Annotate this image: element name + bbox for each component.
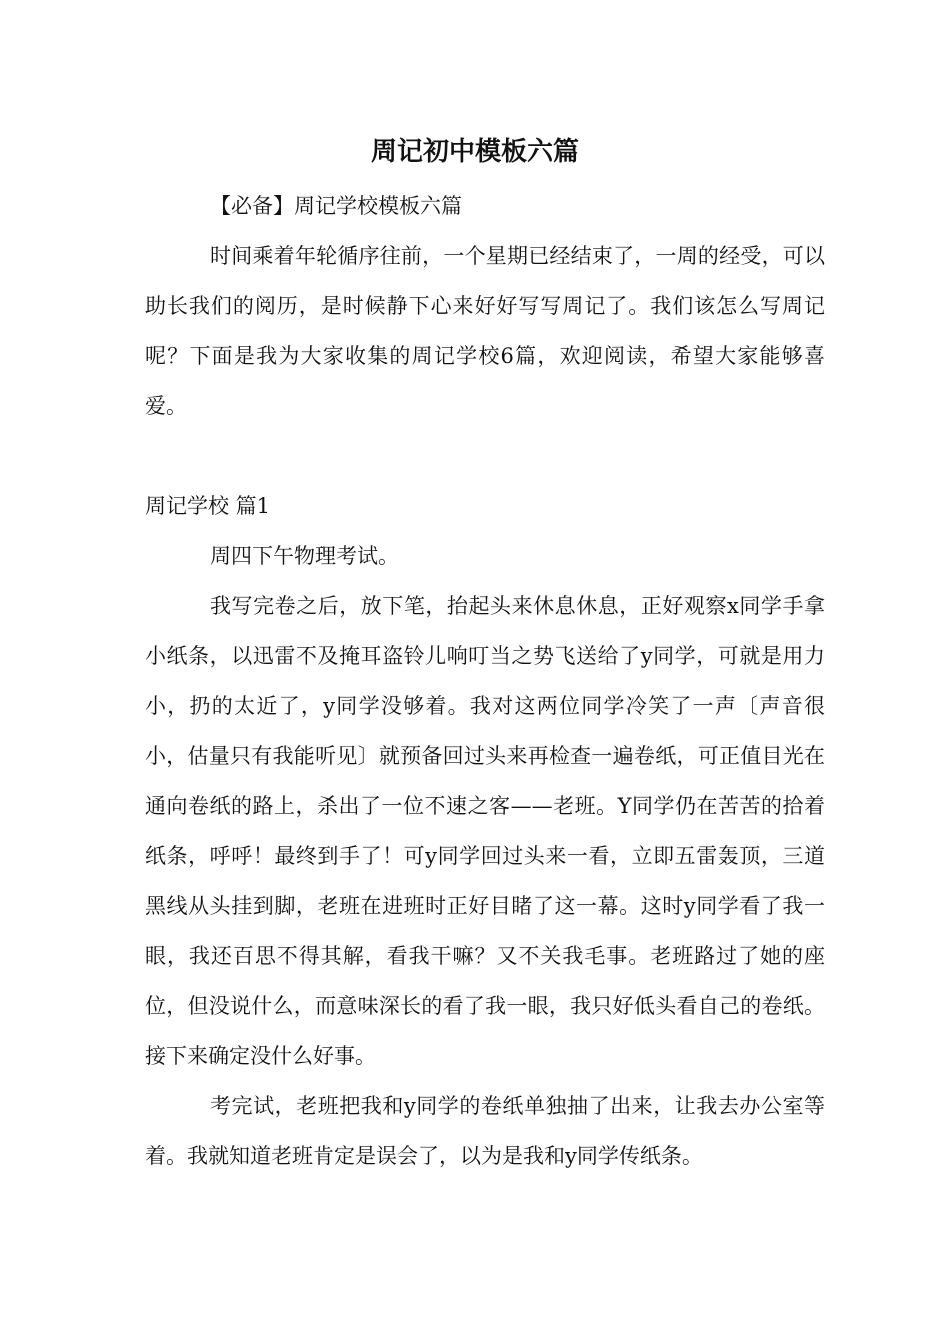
document-title: 周记初中模板六篇 (370, 137, 579, 167)
intro-paragraph: 时间乘着年轮循序往前，一个星期已经结束了，一周的经受，可以助长我们的阅历，是时候静下心来好好写写周记了。我们该怎么写周记呢？下面是我为大家收集的周记学校6篇，欢迎阅读，希望大家能够喜爱。 (145, 244, 825, 418)
document-subtitle: 【必备】周记学校模板六篇 (210, 194, 462, 218)
document-body (145, 181, 825, 1181)
body-paragraph: 周四下午物理考试。 (210, 544, 399, 568)
body-paragraph: 考完试，老班把我和y同学的卷纸单独抽了出来，让我去办公室等着。我就知道老班肯定是误会了，以为是我和y同学传纸条。 (145, 1094, 825, 1168)
body-paragraph: 我写完卷之后，放下笔，抬起头来休息休息，正好观察x同学手拿小纸条，以迅雷不及掩耳盗铃儿响叮当之势飞送给了y同学，可就是用力小，扔的太近了，y同学没够着。我对这两位同学冷笑了一声〔声音很小，估量只有我能听见〕就预备回过头来再检查一遍卷纸，可正值目光在通向卷纸的路上，杀出了一位不速之客——老班。Y同学仍在苦苦的拾着纸条，呼呼！最终到手了！可y同学回过头来一看，立即五雷轰顶，三道黑线从头挂到脚，老班在进班时正好目睹了这一幕。这时y同学看了我一眼，我还百思不得其解，看我干嘛？又不关我毛事。老班路过了她的座位，但没说什么，而意味深长的看了我一眼，我只好低头看自己的卷纸。接下来确定没什么好事。 (145, 594, 825, 1068)
section-heading: 周记学校 篇1 (145, 494, 271, 518)
